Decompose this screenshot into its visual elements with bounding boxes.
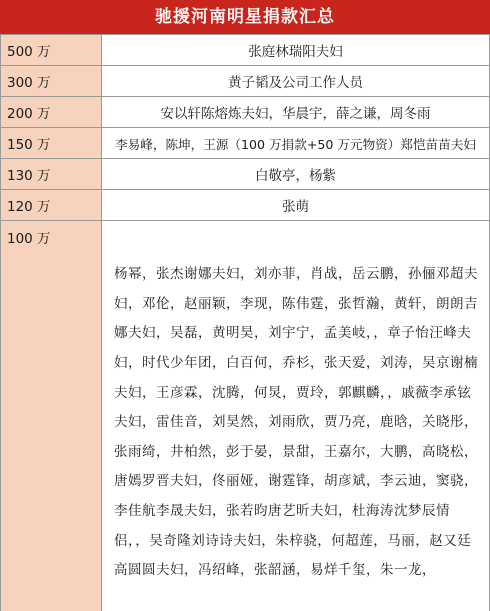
table-row	[1, 35, 490, 66]
table-row	[1, 97, 490, 128]
donors-cell: 张庭林瑞阳夫妇	[102, 35, 490, 66]
donors-cell: 张萌	[102, 190, 490, 221]
amount-cell: 130 万	[1, 159, 102, 190]
table-row	[1, 190, 490, 221]
amount-cell: 100 万	[1, 221, 102, 611]
page-title: 驰援河南明星捐款汇总	[0, 0, 490, 34]
donors-cell: 李易峰，陈坤，王源（100 万捐款+50 万元物资）郑恺苗苗夫妇	[102, 128, 490, 159]
donors-cell: 白敬亭，杨紫	[102, 159, 490, 190]
table-row	[1, 159, 490, 190]
amount-cell: 200 万	[1, 97, 102, 128]
table-row	[1, 221, 490, 611]
table-row	[1, 66, 490, 97]
amount-cell: 300 万	[1, 66, 102, 97]
donors-cell: 安以轩陈熔炼夫妇，华晨宇，薛之谦，周冬雨	[102, 97, 490, 128]
donation-table	[0, 34, 490, 611]
donors-cell: 杨幂，张杰谢娜夫妇，刘亦菲，肖战，岳云鹏，孙俪邓超夫妇，邓伦，赵丽颖，李现，陈伟霆，张哲瀚，黄轩，朗朗吉娜夫妇，吴磊，黄明昊，刘宇宁，孟美岐，，章子怡汪峰夫妇，时代少年团，白百何，乔杉，张天爱，刘涛，吴京谢楠夫妇，王彦霖，沈腾，何炅，贾玲，郭麒麟，，戚薇李承铉夫妇，雷佳音，刘昊然，刘雨欣，贾乃亮，鹿晗，关晓彤，张雨绮，井柏然，彭于晏，景甜，王嘉尔，大鹏，高晓松，唐嫣罗晋夫妇，佟丽娅，谢霆锋，胡彦斌，李云迪，窦骁，李佳航李晟夫妇，张若昀唐艺昕夫妇，杜海涛沈梦辰情侣，，吴奇隆刘诗诗夫妇，朱梓骁，何超莲，马丽，赵又廷高圆圆夫妇，冯绍峰，张韶涵，易烊千玺，朱一龙，	[102, 221, 490, 611]
donors-cell: 黄子韬及公司工作人员	[102, 66, 490, 97]
table-row	[1, 128, 490, 159]
amount-cell: 150 万	[1, 128, 102, 159]
amount-cell: 500 万	[1, 35, 102, 66]
amount-cell: 120 万	[1, 190, 102, 221]
